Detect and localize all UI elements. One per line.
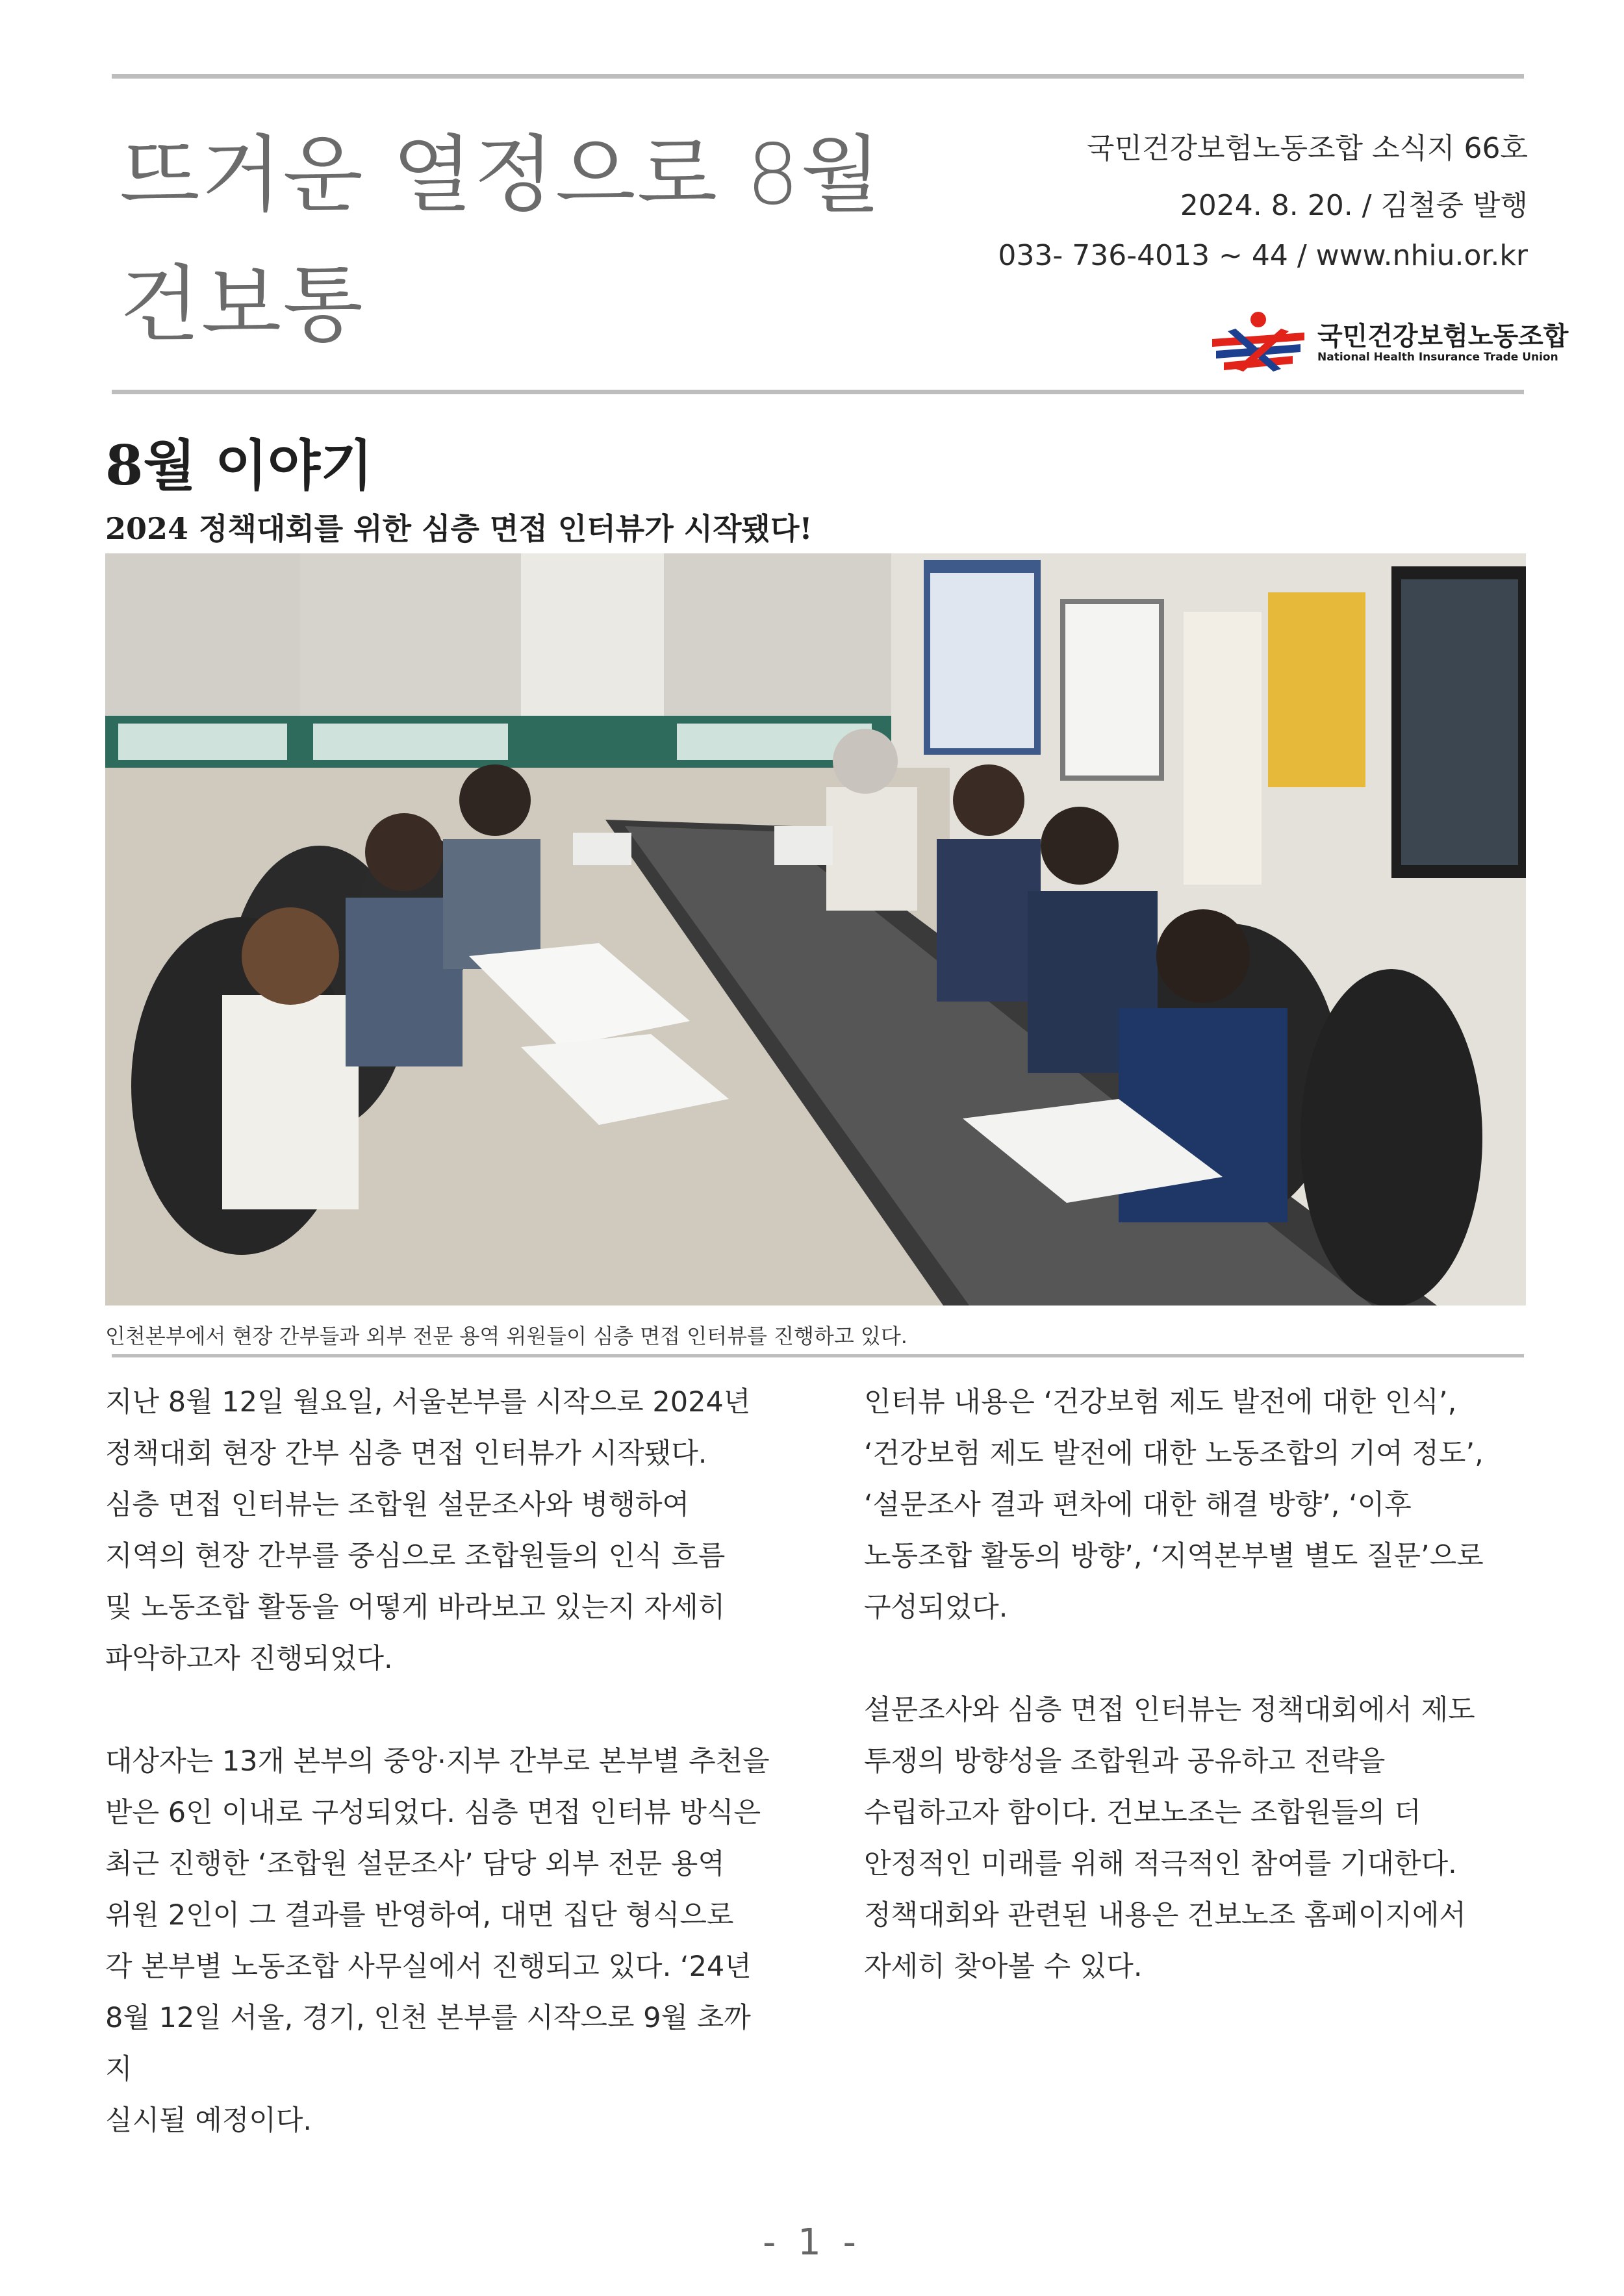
masthead-title-line1: 뜨거운 열정으로 8월 [120,127,882,223]
article-paragraph: 지난 8월 12일 월요일, 서울본부를 시작으로 2024년 정책대회 현장 간부 심층 면접 인터뷰가 시작됐다. 심층 면접 인터뷰는 조합원 설문조사와 병행하여 지역의 현장 간부를 중심으로 조합원들의 인식 흐름 및 노동조합 활동을 어떻게 바라보고 있는지 자세히 파악하고자 진행되었다. [105,1386,751,1675]
publication-contact: 033- 736-4013 ~ 44 / www.nhiu.or.kr [998,239,1528,272]
union-logo [1210,310,1569,373]
masthead-title [120,110,964,370]
publication-date-publisher: 2024. 8. 20. / 김철중 발행 [1180,189,1528,222]
article-column-left [105,1377,774,2198]
union-logo-name-en: National Health Insurance Trade Union [1317,351,1558,364]
article-paragraph: 대상자는 13개 본부의 중앙·지부 간부로 본부별 추천을 받은 6인 이내로 구성되었다. 심층 면접 인터뷰 방식은 최근 진행한 ‘조합원 설문조사’ 담당 외부 전문 용역 위원 2인이 그 결과를 반영하여, 대면 집단 형식으로 각 본부별 노동조합 사무실에서 진행되고 있다. ‘24년 8월 12일 서울, 경기, 인천 본부를 시작으로 9월 초까지 실시될 예정이다. [105,1745,770,2137]
meeting-photo-illustration [105,553,1526,1306]
article-column-right [864,1377,1533,2044]
publication-issue: 국민건강보험노동조합 소식지 66호 [1086,132,1528,165]
union-logo-icon [1210,310,1307,373]
article-paragraph: 설문조사와 심층 면접 인터뷰는 정책대회에서 제도 투쟁의 방향성을 조합원과 공유하고 전략을 수립하고자 함이다. 건보노조는 조합원들의 더 안정적인 미래를 위해 적극적인 참여를 기대한다. 정책대회와 관련된 내용은 건보노조 홈페이지에서 자세히 찾아볼 수 있다. [864,1694,1475,1983]
section-title: 8월 이야기 [105,433,374,498]
article-headline: 2024 정책대회를 위한 심층 면접 인터뷰가 시작됐다! [105,511,813,546]
masthead-title-line2: 건보통 [120,257,364,353]
header-divider [112,390,1524,394]
page-number: - 1 - [763,2221,861,2264]
union-logo-name-ko: 국민건강보험노동조합 [1317,322,1569,351]
article-paragraph: 인터뷰 내용은 ‘건강보험 제도 발전에 대한 인식’, ‘건강보험 제도 발전에 대한 노동조합의 기여 정도’, ‘설문조사 결과 편차에 대한 해결 방향’, ‘이후 노동조합 활동의 방향’, ‘지역본부별 별도 질문’으로 구성되었다. [864,1386,1484,1624]
top-divider [112,74,1524,79]
meeting-photo [105,553,1526,1306]
caption-divider [112,1354,1524,1357]
photo-caption: 인천본부에서 현장 간부들과 외부 전문 용역 위원들이 심층 면접 인터뷰를 진행하고 있다. [105,1324,907,1348]
